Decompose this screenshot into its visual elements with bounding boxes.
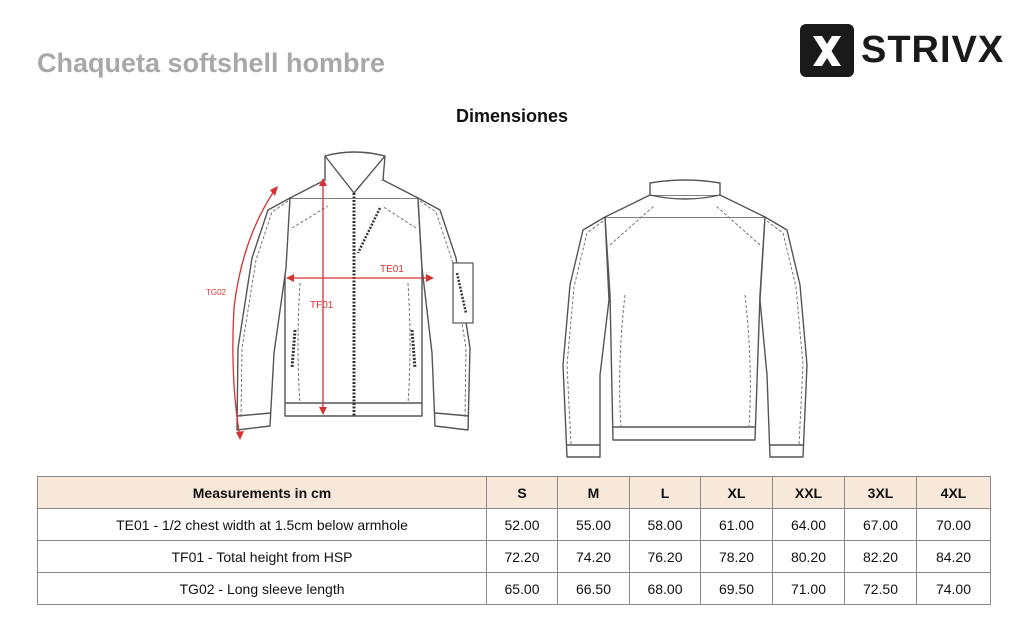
table-cell: 58.00 <box>630 509 701 541</box>
table-header-row <box>38 477 991 509</box>
table-cell: 70.00 <box>917 509 991 541</box>
table-cell: 61.00 <box>701 509 773 541</box>
height-measure-label: TF01 <box>310 300 334 311</box>
table-row <box>38 573 991 605</box>
header-size-xl: XL <box>701 477 773 509</box>
sleeve-measure-label: TG02 <box>206 288 227 297</box>
table-cell: 78.20 <box>701 541 773 573</box>
header-size-xxl: XXL <box>773 477 845 509</box>
header-size-l: L <box>630 477 701 509</box>
header-measurement: Measurements in cm <box>38 477 487 509</box>
header-size-m: M <box>558 477 630 509</box>
table-row <box>38 509 991 541</box>
x-logo-icon <box>800 24 854 77</box>
table-cell: 69.50 <box>701 573 773 605</box>
table-cell: 68.00 <box>630 573 701 605</box>
header-size-4xl: 4XL <box>917 477 991 509</box>
table-cell: 72.50 <box>845 573 917 605</box>
table-cell: 64.00 <box>773 509 845 541</box>
table-cell: 66.50 <box>558 573 630 605</box>
section-title: Dimensiones <box>455 106 569 126</box>
table-cell: 80.20 <box>773 541 845 573</box>
table-cell: 84.20 <box>917 541 991 573</box>
brand-name: STRIVX <box>861 29 1005 71</box>
header-size-3xl: 3XL <box>845 477 917 509</box>
header-size-s: S <box>487 477 558 509</box>
table-row <box>38 541 991 573</box>
table-cell: 74.00 <box>917 573 991 605</box>
table-cell: 65.00 <box>487 573 558 605</box>
jacket-back-diagram <box>555 175 815 470</box>
table-cell: 67.00 <box>845 509 917 541</box>
row-label: TG02 - Long sleeve length <box>38 573 487 605</box>
jacket-front-diagram <box>200 148 490 448</box>
brand-logo <box>800 24 1004 77</box>
chest-measure-label: TE01 <box>380 264 404 275</box>
size-chart-table <box>37 476 991 605</box>
row-label: TE01 - 1/2 chest width at 1.5cm below armhole <box>38 509 487 541</box>
table-cell: 82.20 <box>845 541 917 573</box>
table-cell: 72.20 <box>487 541 558 573</box>
table-cell: 76.20 <box>630 541 701 573</box>
table-cell: 74.20 <box>558 541 630 573</box>
page-title: Chaqueta softshell hombre <box>37 48 386 78</box>
table-cell: 52.00 <box>487 509 558 541</box>
row-label: TF01 - Total height from HSP <box>38 541 487 573</box>
table-cell: 71.00 <box>773 573 845 605</box>
table-cell: 55.00 <box>558 509 630 541</box>
